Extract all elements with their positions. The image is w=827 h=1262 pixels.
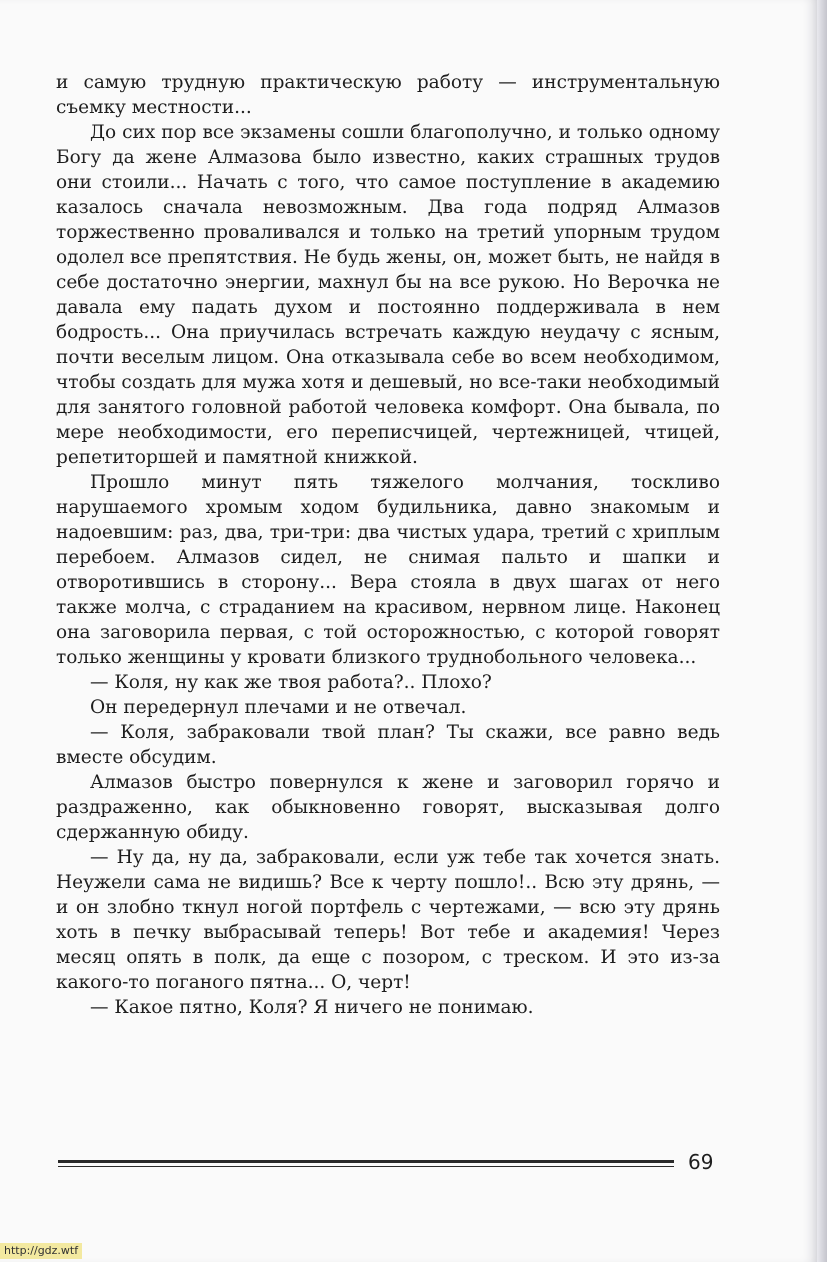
paragraph-9: — Какое пятно, Коля? Я ничего не понимаю. <box>90 997 534 1018</box>
paragraph-6: — Коля, забраковали твой план? Ты скажи, все равно ведь вместе обсудим. <box>56 722 720 768</box>
paragraph-5: Он передернул плечами и не отвечал. <box>90 697 467 718</box>
footer-rule-thick <box>58 1160 674 1163</box>
page-text <box>56 70 720 1020</box>
paragraph-8: — Ну да, ну да, забраковали, если уж тебе так хочется знать. Неужели сама не видишь? Все к черту пошло!.. Всю эту дрянь, — и он злобно ткнул ногой портфель с чертежами, — всю эту дрянь хоть в печку выбрасывай теперь! Вот тебе и академия! Через месяц опять в полк, да еще с позором, с треском. И это из-за какого-то поганого пятна... О, черт! <box>56 847 720 993</box>
watermark-url: http://gdz.wtf <box>0 1243 82 1259</box>
paragraph-2: До сих пор все экзамены сошли благополучно, и только одному Богу да жене Алмазова было известно, каких страшных трудов они стоили... Начать с того, что самое поступление в академию казалось сначала невозможным. Два года подряд Алмазов торжественно проваливался и только на третий упорным трудом одолел все препятствия. Не будь жены, он, может быть, не найдя в себе достаточно энергии, махнул бы на все рукою. Но Верочка не давала ему падать духом и постоянно поддерживала в нем бодрость... Она приучилась встречать каждую неудачу с ясным, почти веселым лицом. Она отказывала себе во всем необходимом, чтобы создать для мужа хотя и дешевый, но все-таки необходимый для занятого головной работой человека комфорт. Она бывала, по мере необходимости, его переписчицей, чертежницей, чтицей, репетиторшей и памятной книжкой. <box>56 122 720 468</box>
paragraph-1: и самую трудную практическую работу — инструментальную съемку местности... <box>56 72 720 118</box>
footer-rule <box>58 1160 674 1167</box>
paragraph-7: Алмазов быстро повернулся к жене и заговорил горячо и раздраженно, как обыкновенно говорят, высказывая долго сдержанную обиду. <box>56 772 720 843</box>
paragraph-4: — Коля, ну как же твоя работа?.. Плохо? <box>90 672 492 693</box>
paragraph-3: Прошло минут пять тяжелого молчания, тоскливо нарушаемого хромым ходом будильника, давно знакомым и надоевшим: раз, два, три-три: два чистых удара, третий с хриплым перебоем. Алмазов сидел, не снимая пальто и шапки и отворотившись в сторону... Вера стояла в двух шагах от него также молча, с страданием на красивом, нервном лице. Наконец она заговорила первая, с той осторожностью, с которой говорят только женщины у кровати близкого труднобольного человека... <box>56 472 720 668</box>
footer-rule-thin <box>58 1166 674 1167</box>
page-edge-shadow <box>817 0 827 1262</box>
page-number: 69 <box>688 1150 714 1174</box>
